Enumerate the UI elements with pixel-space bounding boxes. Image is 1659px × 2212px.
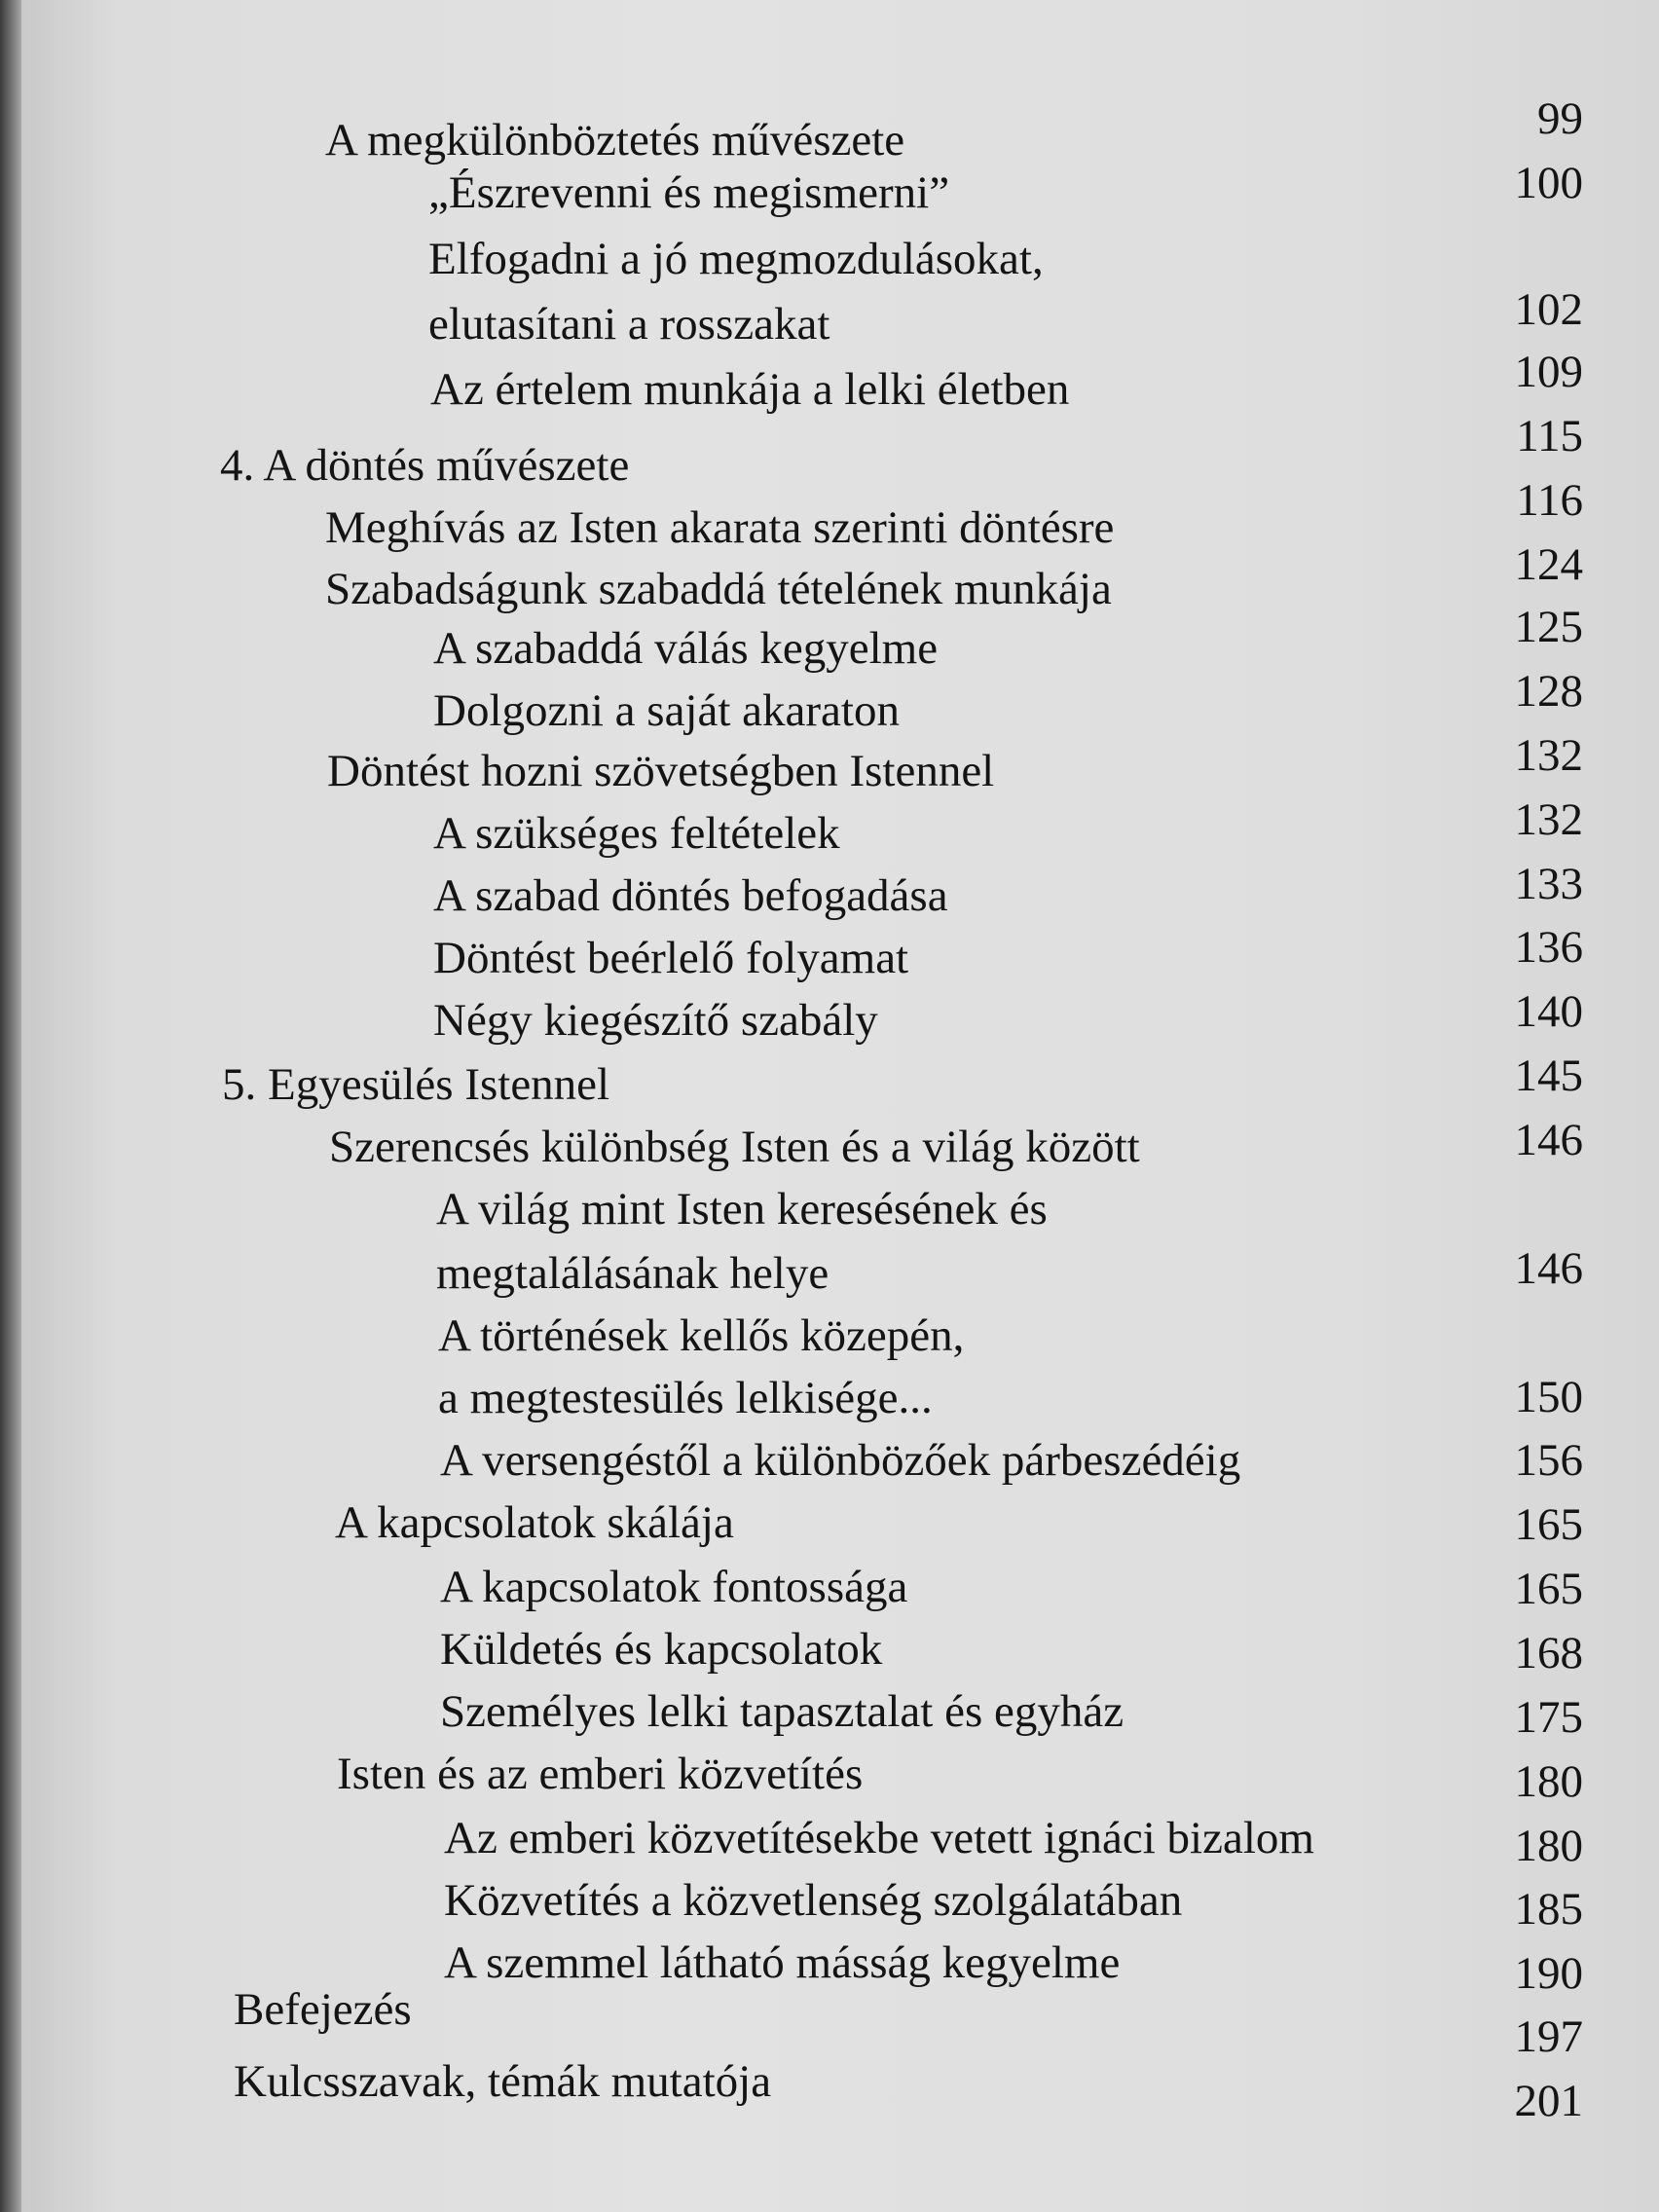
toc-entry-page: 99 [1537,93,1583,144]
toc-entry-page: 150 [1514,1372,1583,1422]
toc-entry-title: Szerencsés különbség Isten és a világ között [329,1122,1140,1172]
toc-entry-title: A megkülönböztetés művészete [325,115,905,166]
toc-entry-title: Az emberi közvetítésekbe vetett ignáci bizalom [444,1813,1314,1863]
toc-entry-title: A kapcsolatok skálája [335,1497,734,1548]
toc-entry-page: 124 [1514,539,1583,590]
toc-entry-title: A történések kellős közepén, [438,1310,965,1361]
toc-entry-page: 146 [1514,1115,1583,1165]
toc-entry-page: 168 [1514,1628,1583,1678]
toc-entry-title: A világ mint Isten keresésének és [436,1184,1048,1235]
toc-entry-title: Döntést hozni szövetségben Istennel [327,746,995,796]
toc-entry-page: 156 [1514,1435,1583,1486]
toc-entry-page: 185 [1514,1884,1583,1935]
toc-entry-title: A kapcsolatok fontossága [440,1562,908,1612]
toc-entry-title: Szabadságunk szabaddá tételének munkája [325,564,1112,614]
toc-entry-title: Küldetés és kapcsolatok [440,1624,883,1675]
toc-entry-page: 197 [1514,2011,1583,2062]
toc-entry-title: Isten és az emberi közvetítés [337,1749,864,1799]
toc-entry-title: A szabad döntés befogadása [433,870,948,921]
toc-entry-title: A versengéstől a különbözőek párbeszédéig [440,1435,1241,1486]
toc-entry-page: 145 [1514,1051,1583,1101]
toc-entry-title: A szükséges feltételek [433,808,840,859]
toc-entry-title: elutasítani a rosszakat [428,299,830,350]
toc-entry-title: Döntést beérlelő folyamat [433,933,909,983]
toc-entry-title: 4. A döntés művészete [220,440,630,491]
toc-entry-title: Elfogadni a jó megmozdulásokat, [428,234,1044,284]
toc-entry-page: 201 [1514,2076,1583,2126]
toc-entry-page: 100 [1514,158,1583,208]
toc-entry-page: 136 [1514,922,1583,973]
toc-entry-title: 5. Egyesülés Istennel [222,1059,610,1110]
toc-entry-page: 180 [1514,1756,1583,1807]
toc-entry-title: A szemmel látható másság kegyelme [444,1937,1121,1988]
toc-entry-title: a megtestesülés lelkisége... [438,1373,933,1423]
toc-entry-title: Kulcsszavak, témák mutatója [234,2056,772,2107]
toc-entry-title: Személyes lelki tapasztalat és egyház [440,1686,1124,1737]
toc-entry-title: „Észrevenni és megismerni” [428,167,950,218]
toc-entry-title: Közvetítés a közvetlenség szolgálatában [444,1875,1183,1926]
toc-entry-page: 102 [1514,284,1583,335]
toc-entry-title: Dolgozni a saját akaraton [433,685,900,736]
toc-entry-page: 140 [1514,986,1583,1037]
toc-entry-page: 132 [1514,730,1583,781]
toc-entry-page: 146 [1514,1243,1583,1294]
toc-entry-page: 116 [1516,475,1583,526]
toc-entry-page: 115 [1516,411,1583,461]
toc-entry-page: 165 [1514,1564,1583,1614]
toc-entry-page: 180 [1514,1821,1583,1871]
toc-entry-page: 190 [1514,1948,1583,1999]
toc-entry-page: 132 [1514,794,1583,845]
toc-entry-page: 125 [1514,602,1583,652]
toc-entry-title: Meghívás az Isten akarata szerinti döntésre [325,502,1115,553]
toc-entry-page: 109 [1514,347,1583,397]
toc-entry-title: Négy kiegészítő szabály [433,995,878,1046]
toc-entry-title: Az értelem munkája a lelki életben [430,364,1070,415]
toc-entry-page: 165 [1514,1499,1583,1550]
toc-entry-page: 128 [1514,666,1583,717]
toc-entry-title: A szabaddá válás kegyelme [433,623,939,674]
toc-entry-page: 133 [1514,859,1583,909]
toc-entry-title: Befejezés [234,1984,412,2035]
toc-entry-title: megtalálásának helye [436,1248,830,1299]
toc-entry-page: 175 [1514,1692,1583,1743]
